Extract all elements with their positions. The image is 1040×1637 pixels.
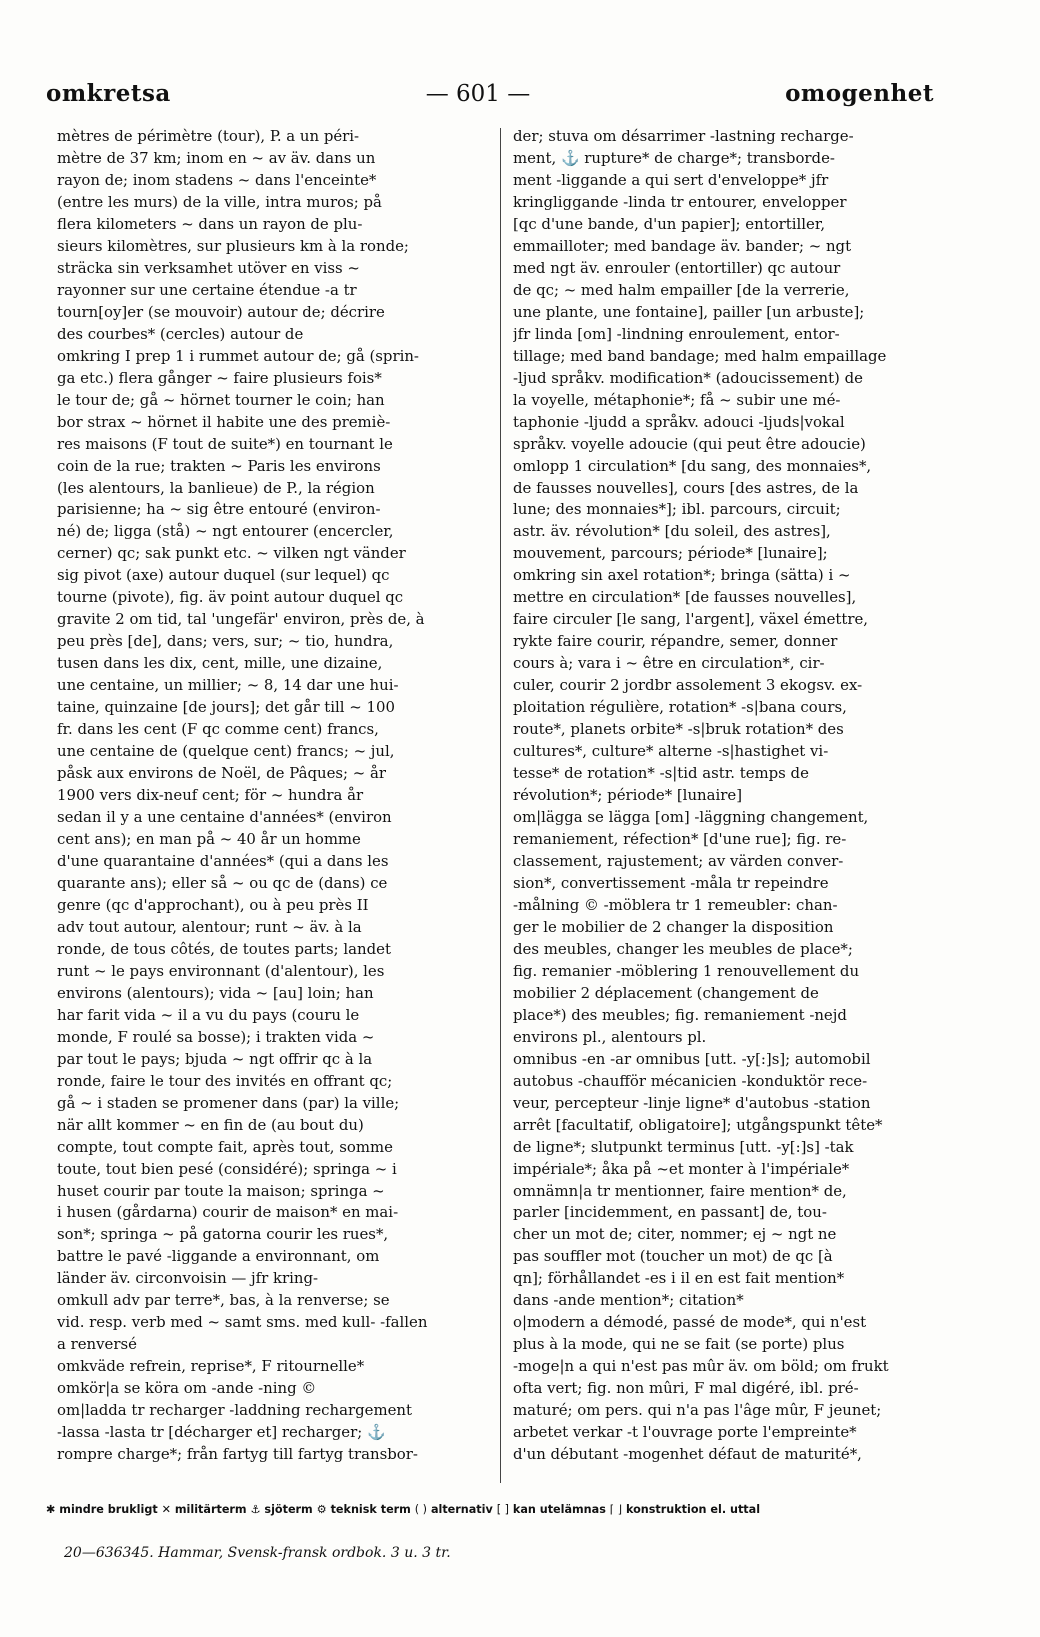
header-first-word: omkretsa — [46, 80, 171, 107]
text-line: coin de la rue; trakten ~ Paris les environs — [57, 456, 381, 475]
text-line: bor strax ~ hörnet il habite une des premiè- — [57, 412, 391, 431]
text-line: omnibus -en -ar omnibus [utt. -y[:]s]; automobil — [513, 1049, 871, 1068]
text-line: omkring I prep 1 i rummet autour de; gå (sprin- — [57, 346, 419, 365]
text-line: sion*, convertissement -måla tr repeindre — [513, 873, 829, 892]
text-line: parisienne; ha ~ sig être entouré (environ- — [57, 500, 381, 519]
text-line: fig. remanier -möblering 1 renouvellement du — [513, 961, 860, 980]
text-line: ploitation régulière, rotation* -s|bana cours, — [513, 698, 847, 717]
text-line: ment -liggande a qui sert d'enveloppe* jfr — [513, 170, 829, 189]
text-line: la voyelle, métaphonie*; få ~ subir une mé- — [513, 390, 841, 409]
text-line: ga etc.) flera gånger ~ faire plusieurs fois* — [57, 368, 382, 387]
text-line: d'une quarantaine d'années* (qui a dans les — [57, 851, 389, 870]
text-line: a renversé — [57, 1335, 137, 1354]
text-line: omkring sin axel rotation*; bringa (sätta) i ~ — [513, 566, 851, 585]
text-line: son*; springa ~ på gatorna courir les rues*, — [57, 1225, 389, 1244]
text-line: route*, planets orbite* -s|bruk rotation* des — [513, 720, 844, 739]
text-line: adv tout autour, alentour; runt ~ äv. à la — [57, 917, 362, 936]
legend-symbol: [ ] — [496, 1503, 509, 1516]
text-line: ment, ⚓ rupture* de charge*; transborde- — [513, 148, 835, 167]
text-line: sträcka sin verksamhet utöver en viss ~ — [57, 258, 360, 277]
text-line: cent ans); en man på ~ 40 år un homme — [57, 830, 361, 848]
text-line: culer, courir 2 jordbr assolement 3 ekogsv. ex- — [513, 676, 863, 695]
text-line: fr. dans les cent (F qc comme cent) francs, — [57, 720, 379, 739]
text-line: des meubles, changer les meubles de place*; — [513, 939, 853, 958]
text-line: taine, quinzaine [de jours]; det går till ~ 100 — [57, 698, 395, 717]
column-divider — [500, 128, 501, 1483]
legend-symbol: ✱ — [46, 1503, 56, 1516]
text-line: une centaine de (quelque cent) francs; ~ jul, — [57, 742, 395, 761]
text-line: gravite 2 om tid, tal 'ungefär' environ, près de, à — [57, 610, 425, 629]
text-line: när allt kommer ~ en fin de (au bout du) — [57, 1115, 364, 1134]
text-line: environs pl., alentours pl. — [513, 1027, 707, 1046]
text-line: rompre charge*; från fartyg till fartyg transbor- — [57, 1445, 418, 1464]
text-line: lune; des monnaies*]; ibl. parcours, circuit; — [513, 500, 841, 519]
text-line: le tour de; gå ~ hörnet tourner le coin; han — [57, 390, 385, 409]
text-line: arbetet verkar -t l'ouvrage porte l'empreinte* — [513, 1423, 857, 1442]
legend-label: sjöterm — [264, 1503, 313, 1516]
text-line: rayonner sur une certaine étendue -a tr — [57, 280, 357, 299]
text-line: flera kilometers ~ dans un rayon de plu- — [57, 214, 363, 233]
text-line: d'un débutant -mogenhet défaut de maturité*, — [513, 1445, 862, 1464]
text-line: des courbes* (cercles) autour de — [57, 324, 304, 343]
text-line: veur, percepteur -linje ligne* d'autobus -station — [513, 1093, 871, 1112]
text-line: taphonie -ljudd a språkv. adouci -ljuds|vokal — [513, 412, 845, 431]
legend-label: mindre brukligt — [59, 1503, 158, 1516]
text-line: maturé; om pers. qui n'a pas l'âge mûr, F jeunet; — [513, 1401, 882, 1420]
text-line: une centaine, un millier; ~ 8, 14 dar une hui- — [57, 676, 399, 695]
text-line: ger le mobilier de 2 changer la disposition — [513, 917, 834, 936]
legend-label: kan utelämnas — [512, 1503, 606, 1516]
text-line: cher un mot de; citer, nommer; ej ~ ngt ne — [513, 1225, 837, 1244]
text-line: cultures*, culture* alterne -s|hastighet vi- — [513, 742, 829, 761]
text-line: gå ~ i staden se promener dans (par) la ville; — [57, 1093, 400, 1112]
text-line: remaniement, réfection* [d'une rue]; fig. re- — [513, 830, 847, 848]
text-line: de qc; ~ med halm empailler [de la verrerie, — [513, 280, 850, 299]
text-line: rykte faire courir, répandre, semer, donner — [513, 632, 838, 651]
text-line: omlopp 1 circulation* [du sang, des monnaies*, — [513, 456, 872, 475]
text-line: -moge|n a qui n'est pas mûr äv. om böld; om frukt — [513, 1357, 889, 1376]
text-line: place*) des meubles; fig. remaniement -nejd — [513, 1005, 847, 1024]
text-line: res maisons (F tout de suite*) en tournant le — [57, 434, 393, 453]
legend-label: alternativ — [430, 1503, 493, 1516]
text-line: ronde, de tous côtés, de toutes parts; landet — [57, 939, 391, 958]
text-line: mobilier 2 déplacement (changement de — [513, 983, 819, 1002]
text-line: né) de; ligga (stå) ~ ngt entourer (encercler, — [57, 522, 394, 541]
text-line: impériale*; åka på ~et monter à l'impériale* — [513, 1159, 850, 1178]
left-column — [57, 126, 483, 1466]
text-line: environs (alentours); vida ~ [au] loin; han — [57, 983, 374, 1002]
text-line: autobus -chaufför mécanicien -konduktör rece- — [513, 1071, 868, 1090]
text-line: [qc d'une bande, d'un papier]; entortiller, — [513, 214, 826, 233]
text-line: cours à; vara i ~ être en circulation*, cir- — [513, 654, 825, 673]
text-line: omkull adv par terre*, bas, à la renverse; se — [57, 1291, 390, 1310]
legend-symbol: ✕ — [161, 1503, 171, 1516]
text-line: monde, F roulé sa bosse); i trakten vida ~ — [57, 1027, 375, 1046]
text-line: de ligne*; slutpunkt terminus [utt. -y[:]s] -tak — [513, 1137, 854, 1156]
text-line: parler [incidemment, en passant] de, tou- — [513, 1203, 827, 1222]
page-number: — 601 — — [425, 81, 531, 107]
text-line: -ljud språkv. modification* (adoucissement) de — [513, 368, 863, 387]
text-line: de fausses nouvelles], cours [des astres, de la — [513, 478, 859, 497]
text-line: 1900 vers dix-neuf cent; för ~ hundra år — [57, 786, 364, 805]
text-line: vid. resp. verb med ~ samt sms. med kull- -fallen — [57, 1313, 428, 1332]
text-line: quarante ans); eller så ~ ou qc de (dans) ce — [57, 873, 388, 892]
text-line: faire circuler [le sang, l'argent], växel émettre, — [513, 610, 869, 629]
legend-label: konstruktion el. uttal — [625, 1503, 761, 1516]
header-last-word: omogenhet — [785, 80, 934, 107]
text-line: o|modern a démodé, passé de mode*, qui n'est — [513, 1313, 867, 1332]
text-line: sedan il y a une centaine d'années* (environ — [57, 808, 392, 827]
legend-label: militärterm — [174, 1503, 247, 1516]
text-line: tillage; med band bandage; med halm empaillage — [513, 346, 887, 365]
text-line: qn]; förhållandet -es i il en est fait mention* — [513, 1269, 845, 1288]
text-line: runt ~ le pays environnant (d'alentour), les — [57, 961, 385, 980]
text-line: peu près [de], dans; vers, sur; ~ tio, hundra, — [57, 632, 394, 651]
legend-label: teknisk term — [330, 1503, 411, 1516]
symbol-legend — [46, 1503, 936, 1516]
text-line: påsk aux environs de Noël, de Pâques; ~ år — [57, 764, 386, 783]
text-line: plus à la mode, qui ne se fait (se porte) plus — [513, 1335, 845, 1354]
text-line: har farit vida ~ il a vu du pays (couru le — [57, 1005, 360, 1024]
text-line: sig pivot (axe) autour duquel (sur lequel) qc — [57, 566, 390, 585]
text-line: arrêt [facultatif, obligatoire]; utgångspunkt tête* — [513, 1115, 883, 1134]
text-line: classement, rajustement; av värden conver- — [513, 851, 844, 870]
text-line: sieurs kilomètres, sur plusieurs km à la ronde; — [57, 236, 409, 255]
text-line: omkör|a se köra om -ande -ning © — [57, 1379, 317, 1398]
text-line: tesse* de rotation* -s|tid astr. temps de — [513, 764, 809, 783]
text-line: (les alentours, la banlieue) de P., la région — [57, 478, 375, 497]
text-line: mouvement, parcours; période* [lunaire]; — [513, 544, 828, 563]
text-line: kringliggande -linda tr entourer, envelopper — [513, 192, 847, 211]
text-line: compte, tout compte fait, après tout, somme — [57, 1137, 393, 1156]
print-imprint: 20—636345. Hammar, Svensk-fransk ordbok. 3 u. 3 tr. — [64, 1545, 451, 1561]
text-line: mettre en circulation* [de fausses nouvelles], — [513, 588, 857, 607]
text-line: rayon de; inom stadens ~ dans l'enceinte* — [57, 170, 377, 189]
text-line: dans -ande mention*; citation* — [513, 1291, 744, 1310]
text-line: (entre les murs) de la ville, intra muros; på — [57, 192, 382, 211]
text-line: pas souffler mot (toucher un mot) de qc [à — [513, 1247, 833, 1266]
text-line: mètre de 37 km; inom en ~ av äv. dans un — [57, 148, 376, 167]
text-line: jfr linda [om] -lindning enroulement, entor- — [513, 324, 840, 343]
text-line: cerner) qc; sak punkt etc. ~ vilken ngt vänder — [57, 544, 406, 563]
text-line: der; stuva om désarrimer -lastning recharge- — [513, 127, 854, 145]
legend-symbol: ⚙ — [316, 1503, 327, 1516]
text-line: ofta vert; fig. non mûri, F mal digéré, ibl. pré- — [513, 1379, 859, 1398]
text-line: omnämn|a tr mentionner, faire mention* de, — [513, 1181, 847, 1200]
text-line: -målning © -möblera tr 1 remeubler: chan- — [513, 895, 838, 914]
text-line: om|lägga se lägga [om] -läggning changement, — [513, 808, 869, 827]
text-line: astr. äv. révolution* [du soleil, des astres], — [513, 522, 831, 541]
text-line: omkväde refrein, reprise*, F ritournelle* — [57, 1357, 365, 1376]
text-line: tourn[oy]er (se mouvoir) autour de; décrire — [57, 302, 385, 321]
text-line: mètres de périmètre (tour), P. a un péri- — [57, 127, 360, 145]
legend-symbol: ⚓ — [250, 1503, 261, 1516]
text-line: huset courir par toute la maison; springa ~ — [57, 1181, 385, 1200]
text-line: tourne (pivote), fig. äv point autour duquel qc — [57, 588, 404, 607]
text-line: länder äv. circonvoisin — jfr kring- — [57, 1269, 319, 1288]
text-line: språkv. voyelle adoucie (qui peut être adoucie) — [513, 434, 866, 453]
text-line: tusen dans les dix, cent, mille, une dizaine, — [57, 654, 383, 673]
text-line: om|ladda tr recharger -laddning rechargement — [57, 1401, 412, 1420]
right-column — [513, 126, 935, 1466]
legend-symbol: ⌈ ⌋ — [609, 1503, 623, 1516]
text-line: genre (qc d'approchant), ou à peu près II — [57, 895, 369, 914]
text-line: toute, tout bien pesé (considéré); springa ~ i — [57, 1159, 397, 1178]
text-line: emmailloter; med bandage äv. bander; ~ ngt — [513, 236, 852, 255]
text-line: -lassa -lasta tr [décharger et] recharger; ⚓ — [57, 1423, 386, 1442]
text-line: révolution*; période* [lunaire] — [513, 786, 743, 805]
legend-symbol: ( ) — [414, 1503, 428, 1516]
page-header — [46, 80, 934, 112]
text-line: battre le pavé -liggande a environnant, om — [57, 1247, 380, 1266]
text-line: ronde, faire le tour des invités en offrant qc; — [57, 1071, 393, 1090]
text-line: par tout le pays; bjuda ~ ngt offrir qc à la — [57, 1049, 373, 1068]
text-line: i husen (gårdarna) courir de maison* en mai- — [57, 1203, 399, 1222]
text-line: une plante, une fontaine], pailler [un arbuste]; — [513, 302, 865, 321]
text-line: med ngt äv. enrouler (entortiller) qc autour — [513, 258, 841, 277]
